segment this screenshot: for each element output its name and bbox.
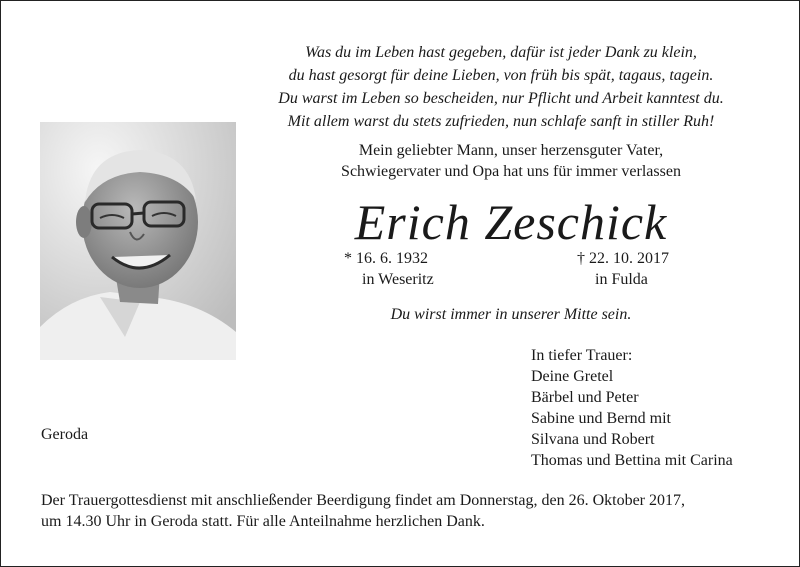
portrait-photo (40, 122, 236, 360)
mourner-name: Silvana und Robert (531, 431, 655, 448)
deceased-name: Erich Zeschick (354, 194, 668, 250)
poem-line: du hast gesorgt für deine Lieben, von früh bis spät, tagaus, tagein. (288, 67, 714, 84)
poem-line: Mit allem warst du stets zufrieden, nun schlafe sanft in stiller Ruh! (287, 113, 715, 130)
intro-line: Mein geliebter Mann, unser herzensguter Vater, (358, 142, 664, 159)
death-info (577, 248, 669, 290)
death-place: in Fulda (595, 271, 648, 288)
service-line: Der Trauergottesdienst mit anschließender Beerdigung findet am Donnerstag, den 26. Oktober 2017, (41, 492, 686, 509)
mourners-list (531, 345, 781, 471)
birth-place: in Weseritz (362, 271, 434, 288)
death-date: † 22. 10. 2017 (577, 250, 669, 267)
mourner-name: Sabine und Bernd mit (531, 410, 671, 427)
poem-line: Du warst im Leben so bescheiden, nur Pflicht und Arbeit kanntest du. (278, 90, 724, 107)
memorial-poem (241, 41, 761, 133)
intro-text (281, 140, 741, 182)
birth-date: * 16. 6. 1932 (344, 250, 428, 267)
birth-info (344, 248, 434, 290)
mourner-name: Deine Gretel (531, 368, 614, 385)
portrait-illustration (40, 122, 236, 360)
family-location: Geroda (41, 426, 89, 443)
service-announcement (41, 490, 771, 532)
service-line: um 14.30 Uhr in Geroda statt. Für alle Anteilnahme herzlichen Dank. (41, 513, 485, 530)
poem-line: Was du im Leben hast gegeben, dafür ist jeder Dank zu klein, (305, 44, 697, 61)
mourner-name: Bärbel und Peter (531, 389, 639, 406)
motto: Du wirst immer in unserer Mitte sein. (390, 306, 632, 323)
mourners-heading: In tiefer Trauer: (531, 347, 633, 364)
intro-line: Schwiegervater und Opa hat uns für immer verlassen (341, 163, 681, 180)
mourner-name: Thomas und Bettina mit Carina (531, 452, 733, 469)
